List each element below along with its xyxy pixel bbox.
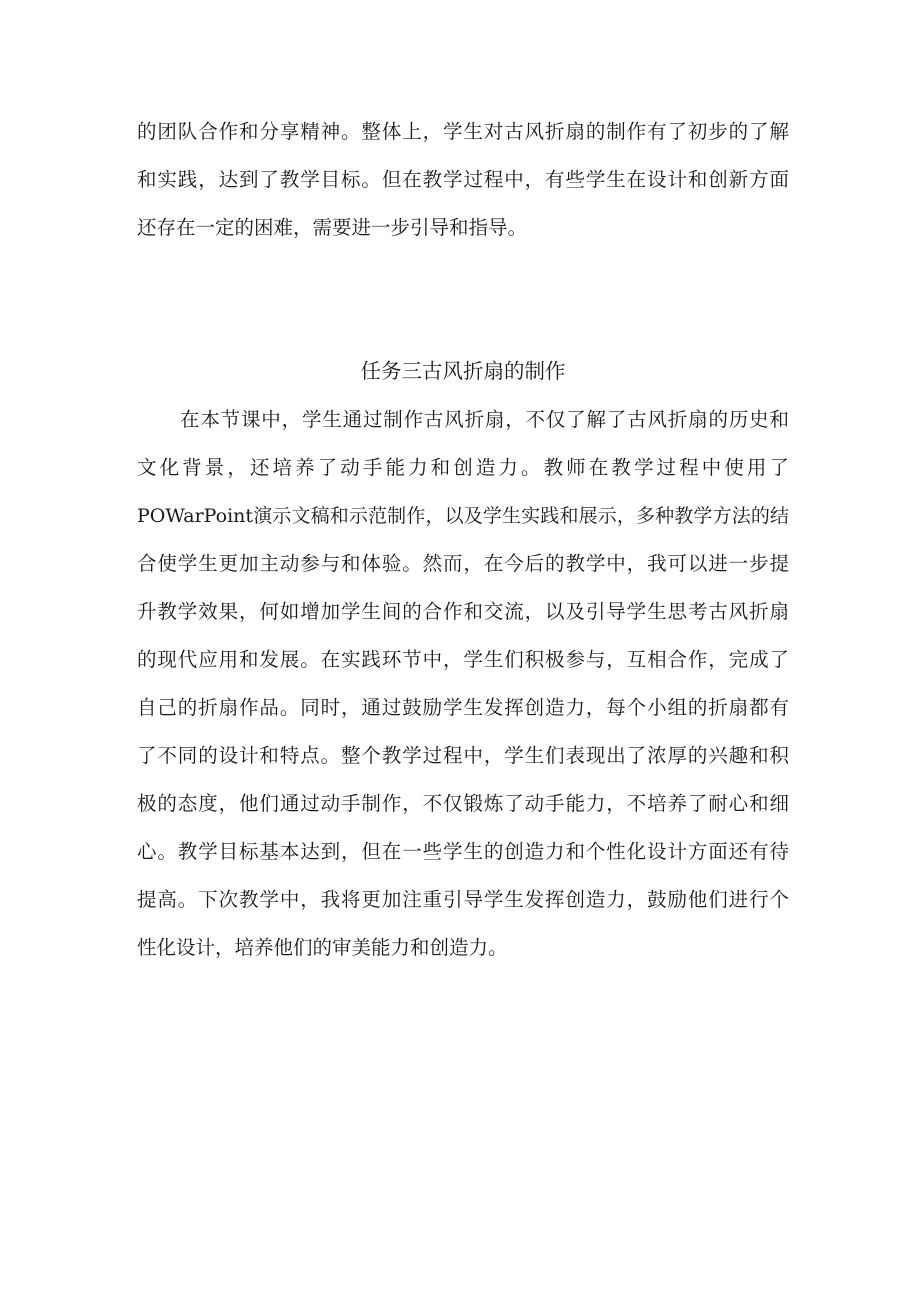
paragraph-2-line-8: 了不同的设计和特点。整个教学过程中，学生们表现出了浓厚的兴趣和积 — [137, 744, 789, 767]
paragraph-2-line-4: 合使学生更加主动参与和体验。然而，在今后的教学中，我可以进一步提 — [137, 552, 789, 575]
paragraph-1-line-3: 还存在一定的困难，需要进一步引导和指导。 — [137, 216, 528, 239]
paragraph-1-line-2: 和实践，达到了教学目标。但在教学过程中，有些学生在设计和创新方面 — [137, 168, 789, 191]
paragraph-2-line-2: 文化背景，还培养了动手能力和创造力。教师在教学过程中使用了 — [137, 456, 789, 479]
paragraph-2-line-1: 在本节课中，学生通过制作古风折扇，不仅了解了古风折扇的历史和 — [180, 408, 789, 431]
paragraph-2-line-5: 升教学效果，何如增加学生间的合作和交流，以及引导学生思考古风折扇 — [137, 600, 789, 623]
paragraph-2-line-12: 性化设计，培养他们的审美能力和创造力。 — [137, 936, 508, 959]
paragraph-2-line-9: 极的态度，他们通过动手制作，不仅锻炼了动手能力，不培养了耐心和细 — [137, 792, 789, 815]
paragraph-2-line-6: 的现代应用和发展。在实践环节中，学生们积极参与，互相合作，完成了 — [137, 648, 789, 671]
paragraph-2-line-3: POWarPoint演示文稿和示范制作，以及学生实践和展示，多种教学方法的结 — [137, 505, 789, 527]
paragraph-2-line-10: 心。教学目标基本达到，但在一些学生的创造力和个性化设计方面还有待 — [137, 840, 789, 863]
paragraph-2-line-7: 自己的折扇作品。同时，通过鼓励学生发挥创造力，每个小组的折扇都有 — [137, 696, 789, 719]
paragraph-2-line-11: 提高。下次教学中，我将更加注重引导学生发挥创造力，鼓励他们进行个 — [137, 888, 789, 911]
paragraph-1-line-1: 的团队合作和分享精神。整体上，学生对古风折扇的制作有了初步的了解 — [137, 120, 789, 143]
section-title: 任务三古风折扇的制作 — [360, 359, 566, 383]
